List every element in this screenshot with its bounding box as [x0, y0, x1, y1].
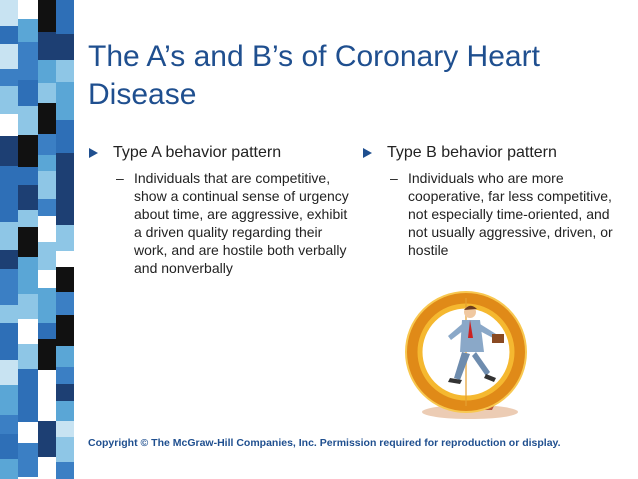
- businessman-hamster-wheel-icon: [400, 282, 528, 424]
- sidebar-tile: [56, 225, 74, 251]
- sidebar-tile: [56, 251, 74, 267]
- sidebar-tile: [38, 421, 56, 440]
- sidebar-tile: [18, 344, 38, 369]
- sidebar-tile: [18, 106, 38, 135]
- sidebar-tile: [0, 192, 18, 222]
- bullet-type-b: [362, 143, 624, 163]
- sub-bullet-type-b: [390, 169, 624, 259]
- sidebar-tile: [56, 0, 74, 34]
- bullet-heading: Type A behavior pattern: [113, 144, 282, 161]
- sidebar-tile: [56, 99, 74, 120]
- sidebar-tile: [0, 69, 18, 86]
- sidebar-tile: [38, 134, 56, 155]
- sub-bullet-text: Individuals who are more cooperative, far less competitive, not especially time-oriented, and not usually aggressive, driven, or hostile: [408, 170, 613, 258]
- sub-bullet-text: Individuals that are competitive, show a continual sense of urgency about time, are aggressive, exhibit a driven quality regarding their work, and are hostile both verbally and nonverbally: [134, 170, 349, 276]
- sidebar-tile: [0, 44, 18, 69]
- sidebar-tile: [18, 319, 38, 344]
- sidebar-tile: [18, 185, 38, 210]
- slide-title: The A’s and B’s of Coronary Heart Disease: [88, 40, 540, 111]
- sidebar-tile: [38, 60, 56, 83]
- sidebar-tile: [38, 103, 56, 134]
- sidebar-tile: [56, 267, 74, 292]
- sidebar-tile: [0, 360, 18, 385]
- copyright-notice: Copyright © The McGraw-Hill Companies, Inc. Permission required for reproduction or display.: [88, 437, 561, 449]
- sidebar-tile: [18, 167, 38, 185]
- sidebar-tile: [18, 227, 38, 257]
- bullet-heading: Type B behavior pattern: [387, 144, 557, 161]
- sidebar-tile: [56, 120, 74, 153]
- sidebar-tile: [56, 201, 74, 225]
- sidebar-tile: [38, 0, 56, 32]
- sidebar-tile: [56, 153, 74, 172]
- sidebar-tile: [38, 242, 56, 270]
- bullet-arrow-icon: [88, 148, 98, 158]
- sidebar-tile: [0, 250, 18, 269]
- sidebar-tile: [38, 199, 56, 216]
- decorative-sidebar: [0, 0, 74, 479]
- sidebar-tile: [56, 421, 74, 437]
- sidebar-tile: [18, 135, 38, 167]
- sidebar-tile: [0, 269, 18, 305]
- column-type-b: [362, 143, 624, 259]
- sidebar-tile: [18, 42, 38, 59]
- sidebar-tile: [0, 86, 18, 114]
- sidebar-tile: [38, 440, 56, 457]
- sidebar-tile: [0, 434, 18, 459]
- sidebar-tile: [18, 19, 38, 42]
- sidebar-tile: [18, 369, 38, 390]
- sidebar-tile: [18, 390, 38, 422]
- sidebar-tile: [38, 400, 56, 421]
- sidebar-tile: [56, 367, 74, 384]
- sidebar-tile: [56, 384, 74, 401]
- sidebar-tile: [38, 83, 56, 103]
- column-type-a: [88, 143, 350, 277]
- sidebar-tile: [0, 323, 18, 360]
- sidebar-tile: [56, 292, 74, 315]
- sidebar-tile: [38, 370, 56, 400]
- bullet-type-a: [88, 143, 350, 163]
- sidebar-tile: [0, 26, 18, 44]
- sidebar-tile: [56, 60, 74, 82]
- sidebar-tile: [18, 80, 38, 106]
- sidebar-tile: [0, 0, 18, 26]
- dash-marker: –: [116, 170, 124, 186]
- sidebar-tile: [38, 171, 56, 199]
- sidebar-tile: [0, 114, 18, 136]
- sidebar-tile: [38, 339, 56, 370]
- sidebar-tile: [18, 0, 38, 19]
- sidebar-tile: [38, 32, 56, 60]
- sidebar-tile: [18, 422, 38, 443]
- sidebar-tile: [56, 462, 74, 479]
- sidebar-tile: [18, 294, 38, 319]
- sidebar-tile: [38, 270, 56, 288]
- sidebar-tile: [56, 34, 74, 60]
- sidebar-tile: [0, 136, 18, 166]
- sidebar-tile: [0, 415, 18, 434]
- sidebar-tile: [0, 305, 18, 323]
- sidebar-tile: [18, 257, 38, 294]
- sidebar-tile: [38, 216, 56, 242]
- sidebar-tile: [56, 437, 74, 462]
- sidebar-tile: [18, 443, 38, 477]
- sidebar-tile: [56, 172, 74, 201]
- sidebar-tile: [18, 59, 38, 80]
- sidebar-tile: [56, 401, 74, 421]
- sidebar-tile: [56, 315, 74, 346]
- sidebar-tile: [56, 346, 74, 367]
- sub-bullet-type-a: [116, 169, 350, 277]
- sidebar-tile: [38, 457, 56, 479]
- sidebar-tile: [0, 459, 18, 479]
- sidebar-tile: [38, 288, 56, 323]
- sidebar-tile: [0, 385, 18, 415]
- sidebar-tile: [18, 210, 38, 227]
- bullet-arrow-icon: [362, 148, 372, 158]
- sidebar-tile: [0, 222, 18, 250]
- dash-marker: –: [390, 170, 398, 186]
- sidebar-tile: [0, 166, 18, 192]
- sidebar-tile: [38, 323, 56, 339]
- sidebar-tile: [56, 82, 74, 99]
- sidebar-tile: [38, 155, 56, 171]
